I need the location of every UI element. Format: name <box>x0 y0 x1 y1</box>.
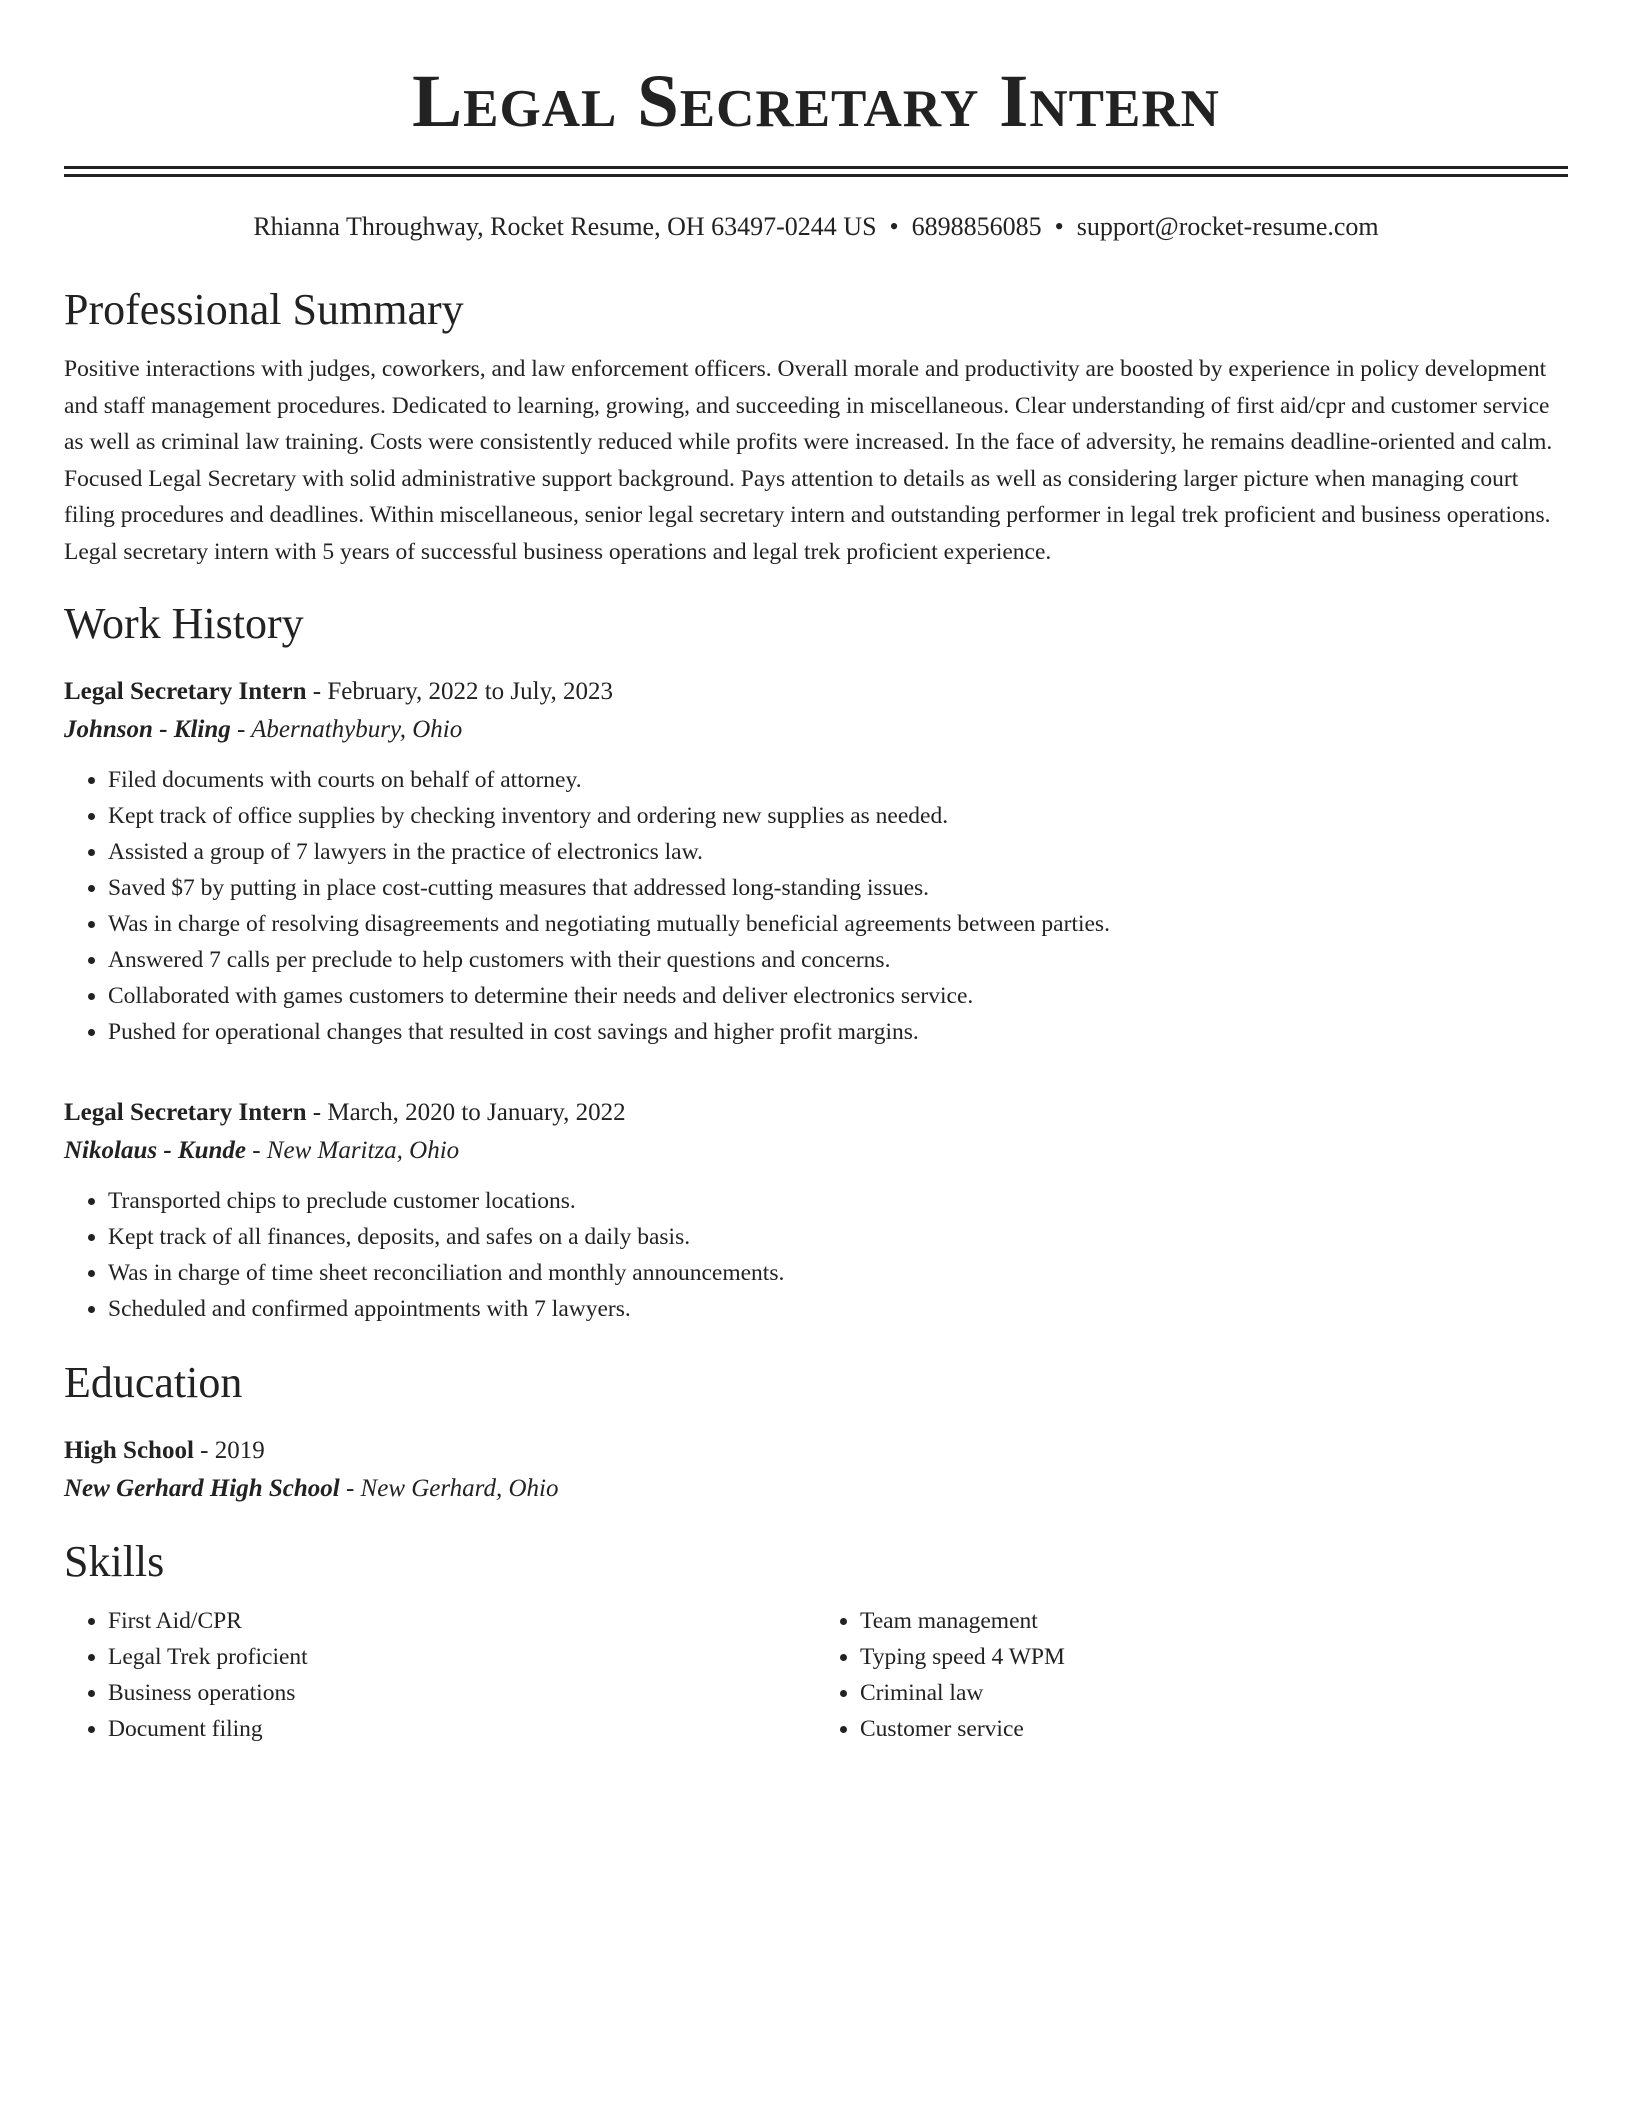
job-bullets <box>64 762 1568 1050</box>
section-heading-skills: Skills <box>64 1536 165 1586</box>
job-bullets <box>64 1183 1568 1327</box>
job-title: Legal Secretary Intern <box>64 677 307 705</box>
employer-location: - New Maritza, Ohio <box>245 1136 460 1164</box>
job-title-line <box>64 673 1568 710</box>
title-double-rule <box>64 166 1568 177</box>
list-item: • Transported chips to preclude customer locations. <box>108 1183 1568 1219</box>
skill-item: • First Aid/CPR <box>108 1603 816 1639</box>
school-line <box>64 1469 1568 1509</box>
list-item: • Filed documents with courts on behalf of attorney. <box>108 762 1568 798</box>
list-item: • Collaborated with games customers to determine their needs and deliver electronics service. <box>108 978 1568 1014</box>
section-heading-summary: Professional Summary <box>64 285 464 334</box>
skill-item: • Legal Trek proficient <box>108 1639 816 1675</box>
skill-item: • Typing speed 4 WPM <box>860 1639 1568 1675</box>
list-item: • Was in charge of resolving disagreements and negotiating mutually beneficial agreements between parties. <box>108 906 1568 942</box>
resume-title: Legal Secretary Intern <box>412 60 1220 143</box>
contact-phone: 6898856085 <box>911 212 1042 241</box>
skills-right-column <box>816 1603 1568 1747</box>
summary-text: Positive interactions with judges, coworkers, and law enforcement officers. Overall morale and productivity are boosted by experience in policy development and staff management procedures. Dedicated to learning, growing, and succeeding in miscellaneous. Clear understanding of first aid/cpr and customer service as well as criminal law training. Costs were consistently reduced while profits were increased. In the face of adversity, he remains deadline-oriented and calm. Focused Legal Secretary with solid administrative support background. Pays attention to details as well as considering larger picture when managing court filing procedures and deadlines. Within miscellaneous, senior legal secretary intern and outstanding performer in legal trek proficient and business operations. Legal secretary intern with 5 years of successful business operations and legal trek proficient experience. <box>64 356 1553 565</box>
list-item: • Kept track of all finances, deposits, and safes on a daily basis. <box>108 1219 1568 1255</box>
job-entry <box>64 1094 1568 1327</box>
contact-line <box>64 210 1568 244</box>
degree-line <box>64 1432 1568 1469</box>
list-item: • Answered 7 calls per preclude to help customers with their questions and concerns. <box>108 942 1568 978</box>
job-dates: - March, 2020 to January, 2022 <box>306 1098 626 1126</box>
contact-separator: • <box>889 212 899 241</box>
contact-email: support@rocket-resume.com <box>1076 212 1379 241</box>
degree-name: High School <box>64 1436 194 1464</box>
skill-item: • Document filing <box>108 1711 816 1747</box>
section-heading-work-history: Work History <box>64 598 304 648</box>
skills-columns <box>64 1603 1568 1747</box>
employer-name: Johnson - Kling <box>64 715 231 743</box>
skill-item: • Criminal law <box>860 1675 1568 1711</box>
education-entry <box>64 1432 1568 1509</box>
employer-line <box>64 1131 1568 1171</box>
employer-name: Nikolaus - Kunde <box>64 1136 246 1164</box>
list-item: • Kept track of office supplies by checking inventory and ordering new supplies as needed. <box>108 798 1568 834</box>
school-location: - New Gerhard, Ohio <box>339 1474 559 1502</box>
section-heading-education: Education <box>64 1357 243 1407</box>
employer-location: - Abernathybury, Ohio <box>230 715 463 743</box>
job-title-line <box>64 1094 1568 1131</box>
job-entry <box>64 673 1568 1050</box>
list-item: • Assisted a group of 7 lawyers in the practice of electronics law. <box>108 834 1568 870</box>
school-name: New Gerhard High School <box>64 1474 340 1502</box>
contact-separator: • <box>1054 212 1064 241</box>
skill-item: • Customer service <box>860 1711 1568 1747</box>
contact-address: Rhianna Throughway, Rocket Resume, OH 63497-0244 US <box>253 212 877 241</box>
skill-item: • Business operations <box>108 1675 816 1711</box>
list-item: • Saved $7 by putting in place cost-cutting measures that addressed long-standing issues. <box>108 870 1568 906</box>
skills-left-column <box>64 1603 816 1747</box>
job-dates: - February, 2022 to July, 2023 <box>306 677 613 705</box>
list-item: • Pushed for operational changes that resulted in cost savings and higher profit margins. <box>108 1014 1568 1050</box>
degree-year: - 2019 <box>193 1436 265 1464</box>
list-item: • Scheduled and confirmed appointments with 7 lawyers. <box>108 1291 1568 1327</box>
skill-item: • Team management <box>860 1603 1568 1639</box>
employer-line <box>64 710 1568 750</box>
list-item: • Was in charge of time sheet reconciliation and monthly announcements. <box>108 1255 1568 1291</box>
job-title: Legal Secretary Intern <box>64 1098 307 1126</box>
